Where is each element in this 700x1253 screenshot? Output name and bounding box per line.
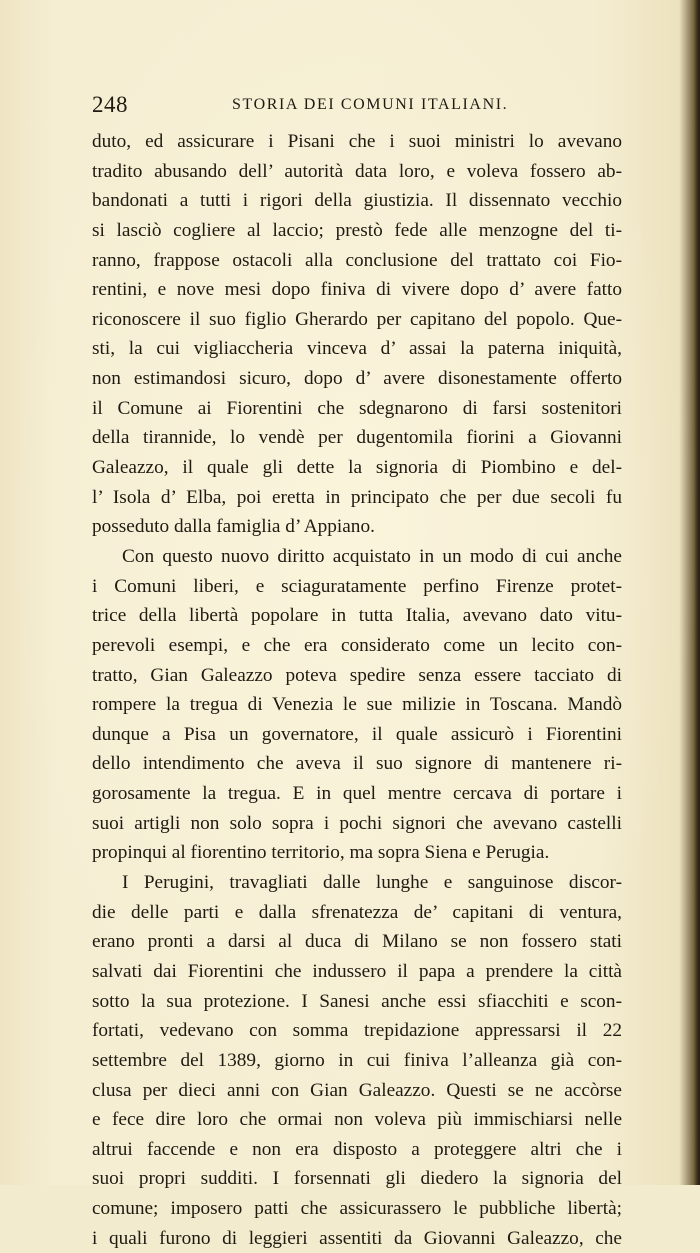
text-line: comune; imposero patti che assicurassero le pubbliche libertà; <box>92 1198 622 1220</box>
page-number: 248 <box>92 92 128 117</box>
text-line: salvati dai Fiorentini che indussero il papa a prendere la città <box>92 960 622 982</box>
page-edge-shadow <box>694 0 700 1185</box>
paragraph <box>92 542 622 868</box>
paragraph <box>92 127 622 542</box>
body-text <box>92 127 622 1253</box>
text-line: die delle parti e dalla sfrenatezza de’ capitani di ventura, <box>92 901 622 923</box>
text-line: i Comuni liberi, e sciaguratamente perfino Firenze protet- <box>92 575 622 597</box>
text-line: i quali furono di leggieri assentiti da Giovanni Galeazzo, che <box>92 1227 622 1249</box>
text-line: settembre del 1389, giorno in cui finiva l’alleanza già con- <box>92 1049 622 1071</box>
text-line: propinqui al fiorentino territorio, ma sopra Siena e Perugia. <box>92 842 550 864</box>
text-line: suoi artigli non solo sopra i pochi signori che avevano castelli <box>92 812 622 834</box>
text-line: suoi propri sudditi. I forsennati gli diedero la signoria del <box>92 1168 622 1190</box>
text-line: riconoscere il suo figlio Gherardo per capitano del popolo. Que- <box>92 308 622 330</box>
text-line: tratto, Gian Galeazzo poteva spedire senza essere tacciato di <box>92 664 622 686</box>
text-line: fortati, vedevano con somma trepidazione appressarsi il 22 <box>92 1020 622 1042</box>
text-line: gorosamente la tregua. E in quel mentre cercava di portare i <box>92 783 622 805</box>
text-line: trice della libertà popolare in tutta Italia, avevano dato vitu- <box>92 605 622 627</box>
page-header <box>92 92 622 122</box>
text-line: sotto la sua protezione. I Sanesi anche essi sfiacchiti e scon- <box>92 990 622 1012</box>
text-line: dello intendimento che aveva il suo signore di mantenere ri- <box>92 753 622 775</box>
text-line: posseduto dalla famiglia d’ Appiano. <box>92 516 375 538</box>
text-line: Con questo nuovo diritto acquistato in un modo di cui anche <box>122 545 622 567</box>
text-line: tradito abusando dell’ autorità data loro, e voleva fossero ab- <box>92 160 622 182</box>
text-line: erano pronti a darsi al duca di Milano se non fossero stati <box>92 931 622 953</box>
running-title: STORIA DEI COMUNI ITALIANI. <box>232 96 509 113</box>
text-line: si lasciò cogliere al laccio; prestò fede alle menzogne del ti- <box>92 219 622 241</box>
text-line: Galeazzo, il quale gli dette la signoria di Piombino e del- <box>92 457 622 479</box>
text-line: e fece dire loro che ormai non voleva più immischiarsi nelle <box>92 1109 622 1131</box>
text-line: non estimandosi sicuro, dopo d’ avere disonestamente offerto <box>92 368 622 390</box>
text-line: duto, ed assicurare i Pisani che i suoi ministri lo avevano <box>92 131 622 152</box>
text-line: sti, la cui vigliaccheria vinceva d’ assai la paterna iniquità, <box>92 338 622 360</box>
text-line: I Perugini, travagliati dalle lunghe e sanguinose discor- <box>122 872 622 894</box>
text-line: ranno, frappose ostacoli alla conclusione del trattato coi Fio- <box>92 249 622 271</box>
text-line: clusa per dieci anni con Gian Galeazzo. Questi se ne accòrse <box>92 1079 622 1101</box>
text-line: l’ Isola d’ Elba, poi eretta in principato che per due secoli fu <box>92 486 622 508</box>
text-line: altrui faccende e non era disposto a proteggere altri che i <box>92 1138 622 1160</box>
text-line: dunque a Pisa un governatore, il quale assicurò i Fiorentini <box>92 723 622 745</box>
text-line: perevoli esempi, e che era considerato come un lecito con- <box>92 634 622 656</box>
text-line: il Comune ai Fiorentini che sdegnarono di farsi sostenitori <box>92 397 622 419</box>
paragraph <box>92 868 622 1253</box>
text-line: bandonati a tutti i rigori della giustizia. Il dissennato vecchio <box>92 190 622 212</box>
text-line: della tirannide, lo vendè per dugentomila fiorini a Giovanni <box>92 427 622 449</box>
text-line: rentini, e nove mesi dopo finiva di vivere dopo d’ avere fatto <box>92 279 622 301</box>
text-line: rompere la tregua di Venezia le sue milizie in Toscana. Mandò <box>92 694 622 716</box>
